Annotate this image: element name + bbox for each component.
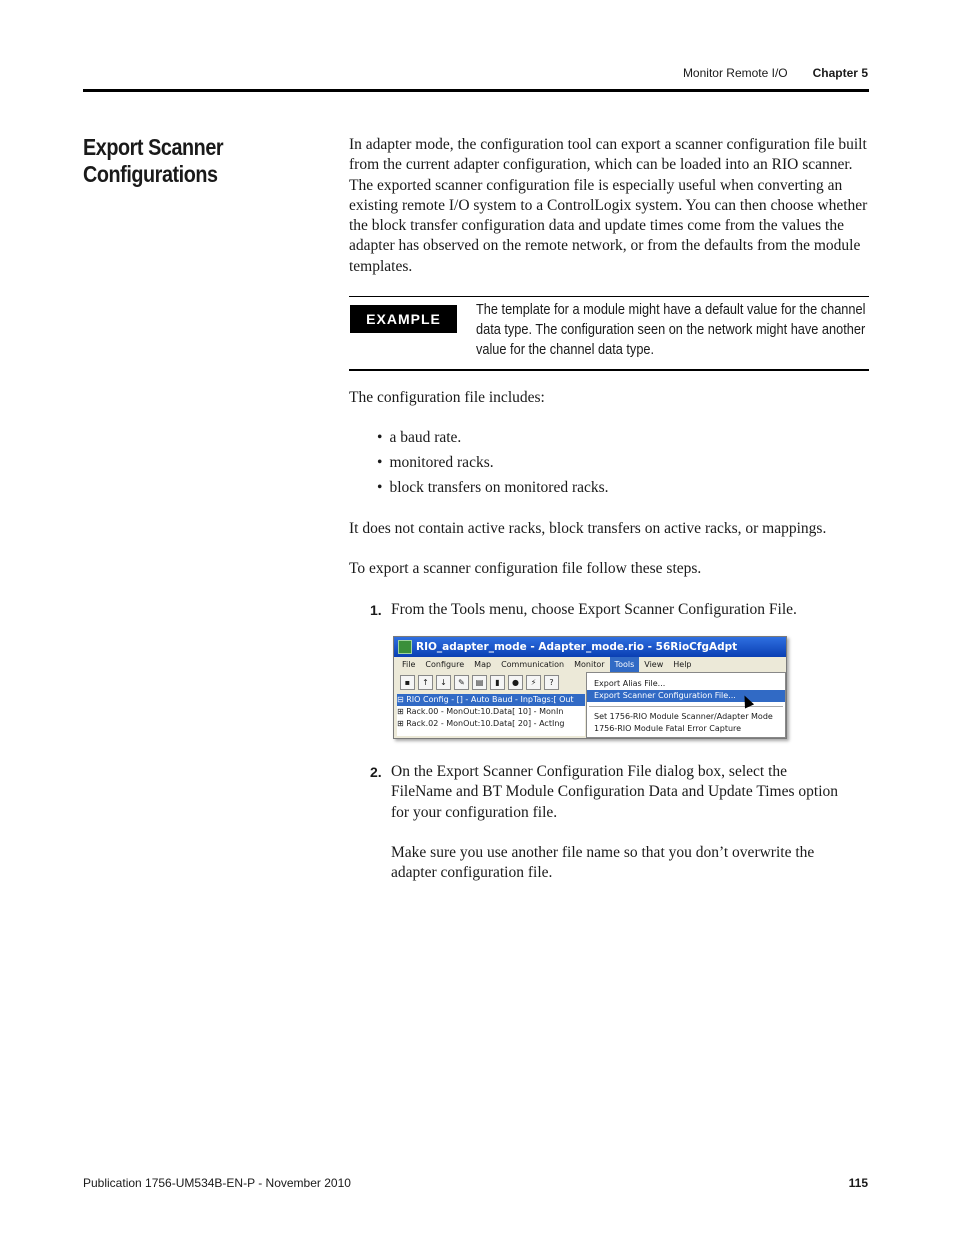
running-header-chapter: Chapter 5: [812, 66, 868, 80]
app-icon: [398, 640, 412, 654]
window-title: RIO_adapter_mode - Adapter_mode.rio - 56RioCfgAdpt: [416, 641, 738, 653]
intro-paragraph: In adapter mode, the configuration tool can export a scanner configuration file built from the current adapter configuration, which can be loaded into an RIO scanner. The exported scanner configuration file is especially useful when converting an existing remote I/O system to a ControlLogix system. You can then choose whether the block transfer configuration data and update times come from the values the adapter has observed on the remote network, or from the defaults from the module templates.: [349, 136, 868, 275]
menu-monitor[interactable]: Monitor: [574, 660, 605, 669]
note-paragraph: Make sure you use another file name so that you don’t overwrite the adapter configuration file.: [391, 844, 815, 882]
menu-view[interactable]: View: [644, 660, 664, 669]
list-item: • monitored racks.: [377, 453, 609, 478]
example-tag: EXAMPLE: [350, 305, 457, 333]
menu-file[interactable]: File: [402, 660, 416, 669]
download-icon[interactable]: ↓: [436, 675, 451, 690]
step-number: 2.: [370, 764, 382, 780]
menu-tools[interactable]: Tools: [610, 657, 640, 672]
step-number: 1.: [370, 602, 382, 618]
step-text: From the Tools menu, choose Export Scanner Configuration File.: [391, 601, 797, 618]
menu-configure[interactable]: Configure: [425, 660, 465, 669]
list-item: • a baud rate.: [377, 428, 609, 453]
tree-item[interactable]: ⊟ RIO Config - [] - Auto Baud - InpTags:[ Out: [397, 694, 585, 706]
tools-dropdown: [586, 672, 786, 738]
example-text: The template for a module might have a default value for the channel data type. The configuration seen on the network might have another value for the channel data type.: [476, 302, 866, 358]
tree-item[interactable]: ⊞ Rack.02 - MonOut:10.Data[ 20] - ActIng: [397, 719, 565, 728]
menu-item-fatal-error-capture[interactable]: 1756-RIO Module Fatal Error Capture: [594, 724, 742, 733]
menu-item-export-alias[interactable]: Export Alias File...: [594, 679, 666, 688]
plug-icon[interactable]: ⚡: [526, 675, 541, 690]
footer-publication: Publication 1756-UM534B-EN-P - November 2010: [83, 1176, 351, 1190]
config-tree: [397, 694, 585, 736]
menu-communication[interactable]: Communication: [501, 660, 565, 669]
menu-help[interactable]: Help: [673, 660, 692, 669]
status-icon[interactable]: ●: [508, 675, 523, 690]
monitor-icon[interactable]: ▮: [490, 675, 505, 690]
includes-list: [377, 428, 609, 503]
document-icon[interactable]: ▤: [472, 675, 487, 690]
menu-bar: [394, 657, 786, 672]
running-header-section: Monitor Remote I/O: [682, 66, 788, 80]
menu-item-set-mode[interactable]: Set 1756-RIO Module Scanner/Adapter Mode: [594, 712, 773, 721]
help-icon[interactable]: ?: [544, 675, 559, 690]
save-icon[interactable]: ▪: [400, 675, 415, 690]
step-text: On the Export Scanner Configuration File dialog box, select the FileName and BT Module Configuration Data and Update Times option for your configuration file.: [391, 763, 839, 821]
menu-item-export-scanner-config[interactable]: Export Scanner Configuration File...: [587, 690, 785, 702]
menu-map[interactable]: Map: [474, 660, 492, 669]
tools-menu-screenshot: [393, 636, 787, 739]
window-titlebar: [394, 637, 786, 657]
tree-item[interactable]: ⊞ Rack.00 - MonOut:10.Data[ 10] - MonIn: [397, 707, 564, 716]
list-item: • block transfers on monitored racks.: [377, 478, 609, 503]
menu-separator: [589, 706, 783, 707]
upload-icon[interactable]: ↑: [418, 675, 433, 690]
configure-icon[interactable]: ✎: [454, 675, 469, 690]
running-header: [683, 66, 868, 80]
includes-intro: The configuration file includes:: [349, 389, 545, 406]
header-rule: [83, 89, 869, 92]
example-box: [349, 296, 869, 371]
page-number: 115: [848, 1176, 868, 1190]
section-title: Export Scanner Configurations: [83, 134, 224, 187]
to-export-paragraph: To export a scanner configuration file follow these steps.: [349, 560, 702, 577]
not-contain-paragraph: It does not contain active racks, block transfers on active racks, or mappings.: [349, 520, 827, 537]
